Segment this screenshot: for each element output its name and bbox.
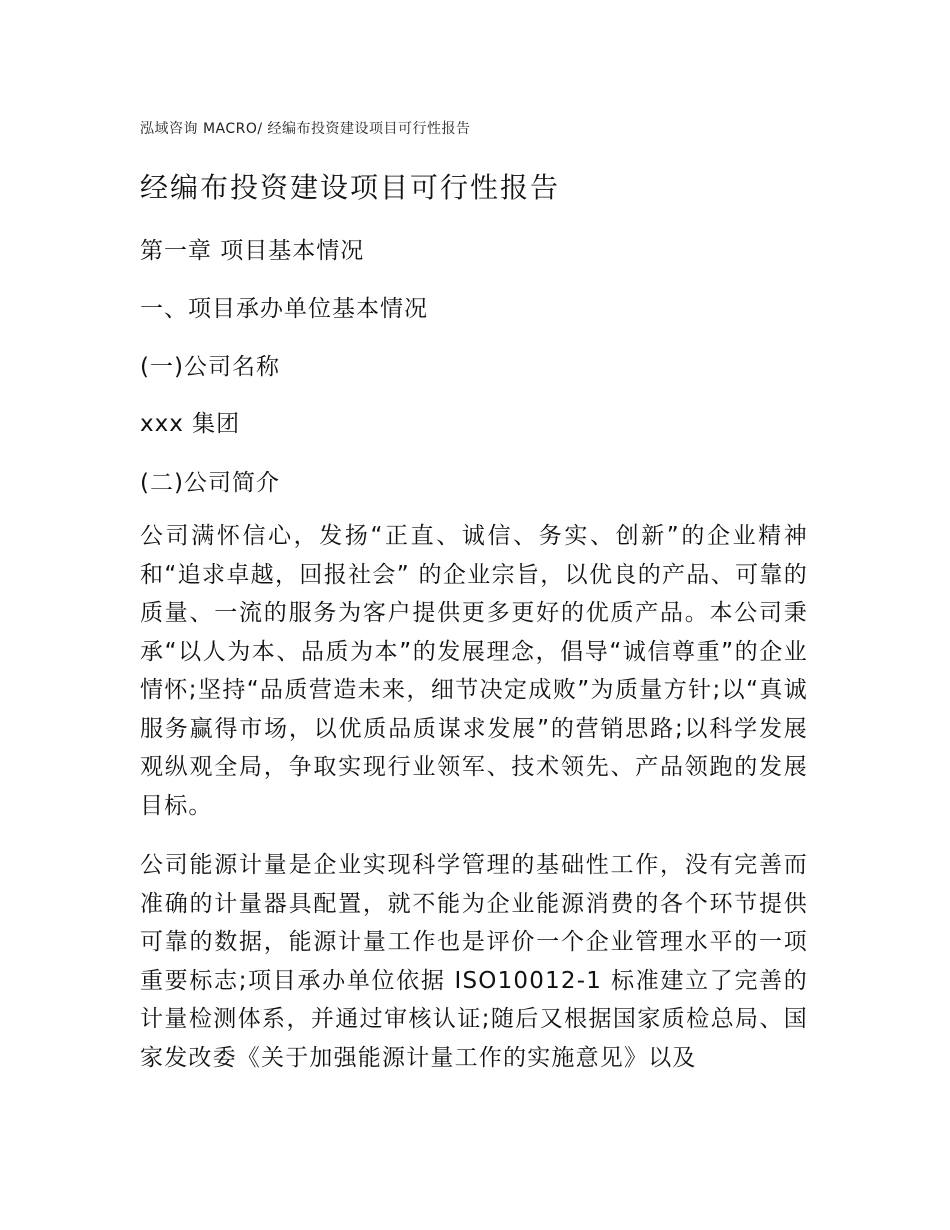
chapter-heading: 第一章 项目基本情况: [140, 238, 365, 264]
subsection-heading-company-name: (一)公司名称: [140, 354, 280, 380]
company-profile-paragraph: 公司满怀信心，发扬“正直、诚信、务实、创新”的企业精神和“追求卓越，回报社会” 的企业宗旨，以优良的产品、可靠的质量、一流的服务为客户提供更多更好的优质产品。本公司秉承“以人为本、品质为本”的发展理念，倡导“诚信尊重”的企业情怀;坚持“品质营造未来，细节决定成败”为质量方针;以“真诚服务赢得市场，以优质品质谋求发展”的营销思路;以科学发展观纵观全局，争取实现行业领军、技术领先、产品领跑的发展目标。: [140, 523, 808, 819]
company-name-text: xxx 集团: [140, 411, 241, 437]
subsection-heading-company-profile: (二)公司简介: [140, 470, 280, 496]
energy-metering-paragraph: 公司能源计量是企业实现科学管理的基础性工作，没有完善而准确的计量器具配置，就不能为企业能源消费的各个环节提供可靠的数据，能源计量工作也是评价一个企业管理水平的一项重要标志;项目承办单位依据 ISO10012-1 标准建立了完善的计量检测体系，并通过审核认证;随后又根据国家质检总局、国家发改委《关于加强能源计量工作的实施意见》以及: [140, 852, 808, 1071]
section-heading: 一、项目承办单位基本情况: [140, 296, 428, 322]
breadcrumb: 泓域咨询 MACRO/ 经编布投资建设项目可行性报告: [140, 121, 471, 137]
document-title: 经编布投资建设项目可行性报告: [140, 171, 561, 204]
